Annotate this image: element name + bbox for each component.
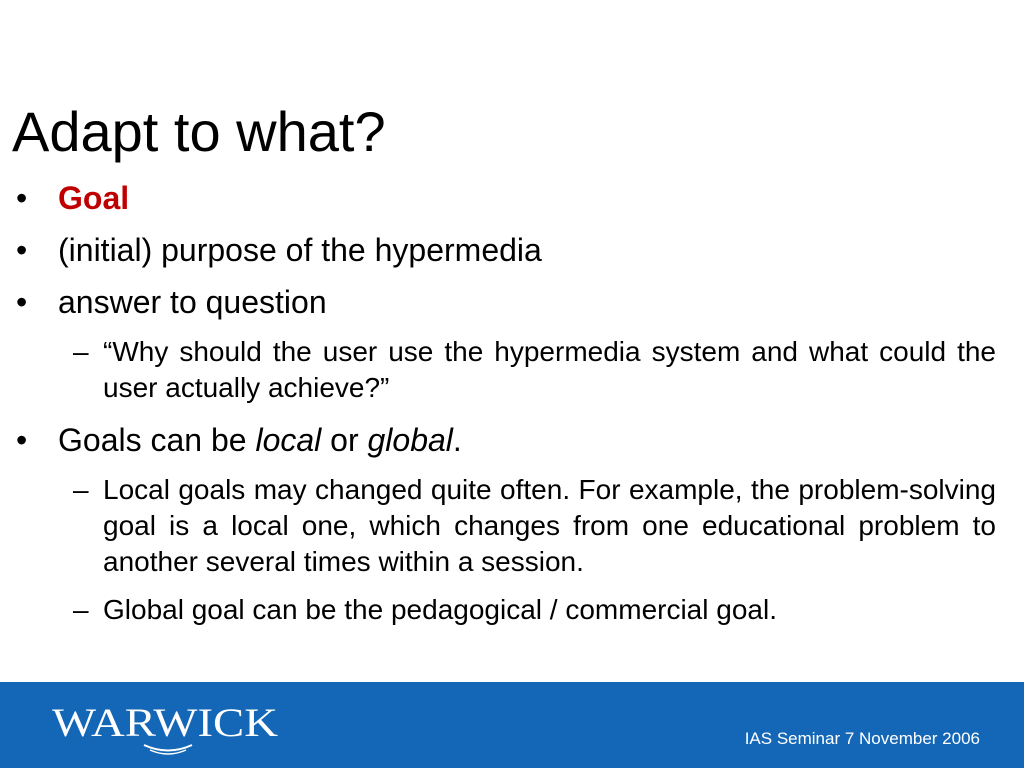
sub-bullet-dash: – [73,474,89,505]
bullet-goal [16,174,1024,222]
bullet-list [0,174,1024,628]
sub-bullet-local-goals [73,472,996,580]
sub-bullet-question [73,334,996,406]
bullet-purpose-text: (initial) purpose of the hypermedia [58,232,542,268]
sub-bullet-global-goal-text: Global goal can be the pedagogical / commercial goal. [103,594,777,625]
warwick-logo [52,698,284,758]
bullet-dot: • [16,232,28,268]
bullet-dot: • [16,284,28,320]
sub-bullet-dash: – [73,336,89,367]
or-text: or [321,422,368,458]
footer-bar [0,682,1024,768]
sub-bullet-global-goal [73,592,996,628]
bullet-goal-text: Goal [58,180,130,216]
bullet-answer-text: answer to question [58,284,327,320]
bullet-dot: • [16,422,28,458]
footer-caption: IAS Seminar 7 November 2006 [744,729,980,748]
global-emphasis: global [367,422,453,458]
period-text: . [452,422,462,458]
goals-prefix-text: Goals can be [58,422,256,458]
sub-bullet-question-text: “Why should the user use the hypermedia system and what could the user actually achieve?” [103,336,996,403]
local-emphasis: local [255,422,322,458]
warwick-logo-text: WARWICK [52,700,279,745]
bullet-answer [16,278,1024,326]
bullet-dot: • [16,180,28,216]
sub-bullet-dash: – [73,594,89,625]
bullet-goals-local-global [16,416,1024,464]
bullet-purpose [16,226,1024,274]
sub-bullet-local-goals-text: Local goals may changed quite often. For example, the problem-solving goal is a local one, which changes from one educational problem to another several times within a session. [103,474,996,577]
slide-title: Adapt to what? [12,100,386,163]
